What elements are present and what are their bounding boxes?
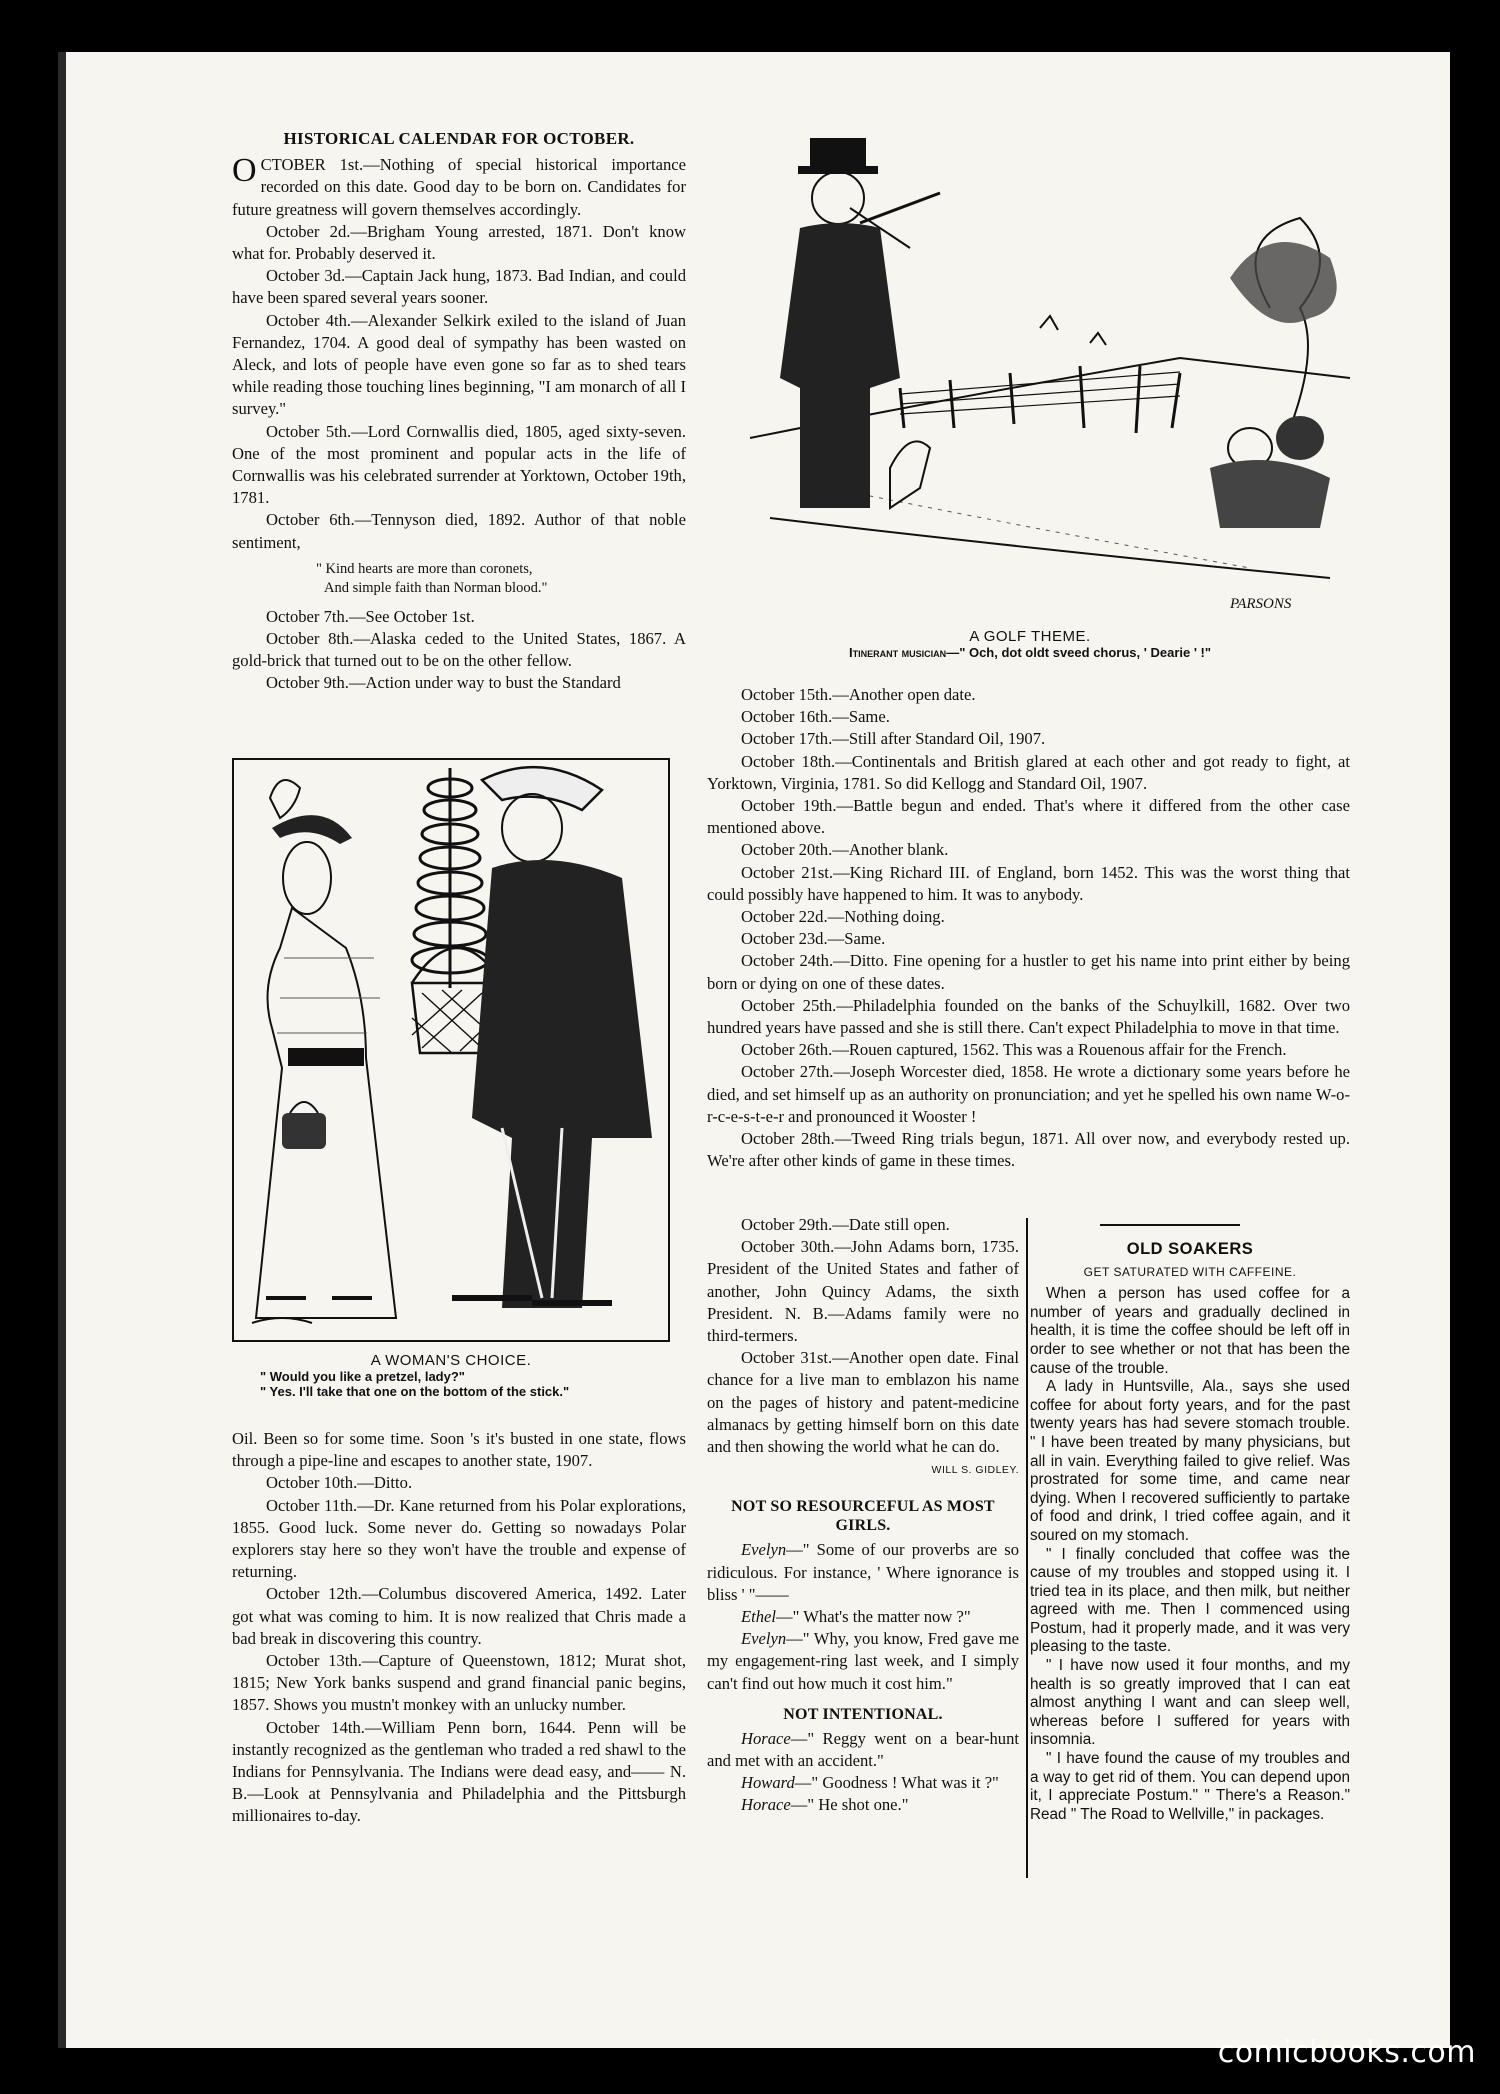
calendar-entry: October 26th.—Rouen captured, 1562. This was a Rouenous affair for the French. <box>741 1040 1287 1060</box>
site-watermark: comicbooks.com <box>1217 2035 1476 2070</box>
dialog-line <box>707 1539 1019 1606</box>
calendar-entries-b <box>232 606 686 695</box>
calendar-column-right-narrow <box>707 1214 1019 1817</box>
dialog-text: —" Reggy went on a bear-hunt and met with an accident." <box>707 1728 1019 1771</box>
speaker-name: Howard <box>741 1773 795 1793</box>
calendar-entry: October 3d.—Captain Jack hung, 1873. Bad Indian, and could have been spared several years sooner. <box>232 266 686 308</box>
speaker-name: Horace <box>741 1795 791 1815</box>
calendar-entry: October 9th.—Action under way to bust the Standard <box>266 673 621 693</box>
calendar-entries-narrow <box>707 1214 1019 1458</box>
joke2-heading: NOT INTENTIONAL. <box>783 1705 943 1723</box>
calendar-entry: October 11th.—Dr. Kane returned from his Polar explorations, 1855. Good luck. Some never do. Getting so nowadays Polar explorers stay here so they won't have the trouble and expense of returning. <box>232 1495 686 1582</box>
advert-top-rule <box>1100 1224 1240 1226</box>
dialog-line <box>707 1794 1019 1816</box>
calendar-entries-right <box>707 684 1350 1172</box>
calendar-entry: October 31st.—Another open date. Final chance for a live man to emblazon his name on the pages of history and patent-medicine almanacs by getting himself born on this date and then showing the world what he can do. <box>707 1348 1019 1457</box>
speaker-name: Evelyn <box>741 1540 787 1560</box>
womans-choice-line-1: " Would you like a pretzel, lady?" <box>260 1369 465 1384</box>
page-spine <box>58 52 66 2048</box>
calendar-column-right <box>707 684 1350 1172</box>
advert-body <box>1030 1285 1350 1824</box>
calendar-entry: October 30th.—John Adams born, 1735. President of the United States and father of another, John Quincy Adams, the sixth President. N. B.—Adams family were no third-termers. <box>707 1237 1019 1346</box>
tennyson-verse: " Kind hearts are more than coronets, And simple faith than Norman blood." <box>316 560 548 596</box>
calendar-entries-c <box>232 1472 686 1827</box>
calendar-entry: October 10th.—Ditto. <box>266 1473 413 1493</box>
dialog-line <box>707 1606 1019 1628</box>
calendar-heading: HISTORICAL CALENDAR FOR OCTOBER. <box>283 129 635 148</box>
womans-choice-caption <box>232 1352 670 1399</box>
dialog-line <box>707 1628 1019 1695</box>
calendar-entry: October 17th.—Still after Standard Oil, 1907. <box>741 729 1046 749</box>
calendar-entry: October 21st.—King Richard III. of England, born 1452. This was the worst thing that could possibly have happened to him. It was to anybody. <box>707 862 1350 904</box>
golf-theme-title: A GOLF THEME. <box>969 628 1091 645</box>
golf-line: —" Och, dot oldt sveed chorus, ' Dearie ' !" <box>946 645 1212 660</box>
calendar-entry: October 13th.—Capture of Queenstown, 1812; Murat shot, 1815; New York banks suspend and grand financial panic begins, 1857. Shows you mustn't monkey with an unlucky number. <box>232 1651 686 1715</box>
dialog-text: —" Why, you know, Fred gave me my engagement-ring last week, and I simply can't find out how much it cost him." <box>707 1629 1019 1693</box>
calendar-column-left-bottom <box>232 1428 686 1828</box>
speaker-name: Ethel <box>741 1607 777 1627</box>
calendar-entry: October 24th.—Ditto. Fine opening for a hustler to get his name into print either by being born or dying on one of these dates. <box>707 951 1350 993</box>
advert-paragraph: " I finally concluded that coffee was the cause of my troubles and stopped using it. I tried tea in its place, and then milk, but neither agreed with me. Then I commenced using Postum, had it properly made, and it was very pleasing to the taste. <box>1030 1545 1350 1656</box>
advert-paragraph: " I have now used it four months, and my health is so greatly improved that I can eat almost anything I want and can sleep well, whereas before I suffered for years with insomnia. <box>1030 1657 1350 1749</box>
dialog-text: —" Goodness ! What was it ?" <box>794 1773 999 1793</box>
calendar-entry: October 27th.—Joseph Worcester died, 1858. He wrote a dictionary some years before he died, and set himself up as an authority on pronunciation; and yet he spelled his own name W-o-r-c-e-s-t-e-r and pronounced it Wooster ! <box>707 1062 1350 1126</box>
advert-subtitle: GET SATURATED WITH CAFFEINE. <box>1083 1264 1297 1279</box>
calendar-entry: October 7th.—See October 1st. <box>266 606 475 626</box>
joke2-dialog <box>707 1728 1019 1817</box>
calendar-entry-9-continued: Oil. Been so for some time. Soon 's it's busted in one state, flows through a pipe-line and escapes to another state, 1907. <box>232 1429 686 1471</box>
calendar-entry: October 23d.—Same. <box>741 929 886 949</box>
calendar-entry: October 28th.—Tweed Ring trials begun, 1871. All over now, and everybody rested up. We're after other kinds of game in these times. <box>707 1129 1350 1171</box>
calendar-entry: October 16th.—Same. <box>741 707 890 727</box>
advert-paragraph: When a person has used coffee for a number of years and gradually declined in health, it is time the coffee should be left off in order to see whether or not that has been the cause of the trouble. <box>1030 1285 1350 1377</box>
womans-choice-cartoon <box>232 758 670 1342</box>
drop-cap: O <box>232 152 257 190</box>
calendar-entry: October 22d.—Nothing doing. <box>741 907 945 927</box>
advert-paragraph: " I have found the cause of my troubles and a way to get rid of them. You can depend upon it, I appreciate Postum." " There's a Reason." Read " The Road to Wellville," in packages. <box>1030 1750 1350 1823</box>
calendar-entry: October 18th.—Continentals and British glared at each other and got ready to fight, at Yorktown, Virginia, 1781. So did Kellogg and Standard Oil, 1907. <box>707 751 1350 793</box>
joke1-heading: NOT SO RESOURCEFUL AS MOST GIRLS. <box>731 1498 995 1535</box>
dialog-text: —" Some of our proverbs are so ridiculous. For instance, ' Where ignorance is bliss ' "—— <box>707 1540 1019 1604</box>
calendar-entry: October 12th.—Columbus discovered America, 1492. Later got what was coming to him. It is now realized that Chris made a bad break in discovering this country. <box>232 1584 686 1648</box>
womans-choice-title: A WOMAN'S CHOICE. <box>370 1352 532 1369</box>
advert-paragraph: A lady in Huntsville, Ala., says she used coffee for about forty years, and for the past twenty years has had severe stomach trouble. " I have been treated by many physicians, but all in vain. Everything failed to give relief. Was prostrated for some time, and came near dying. When I recovered sufficiently to partake of food and drink, I tried coffee again, and it soured on my stomach. <box>1030 1378 1350 1544</box>
postum-advert <box>1030 1230 1350 1824</box>
calendar-signature: WILL S. GIDLEY. <box>931 1464 1019 1477</box>
dialog-line <box>707 1728 1019 1772</box>
calendar-entry: October 5th.—Lord Cornwallis died, 1805, aged sixty-seven. One of the most prominent and popular acts in the life of Cornwallis was his celebrated surrender at Yorktown, October 19th, 1781. <box>232 421 686 508</box>
golf-theme-caption <box>710 628 1350 660</box>
speaker-name: Horace <box>741 1728 791 1748</box>
speaker-name: Evelyn <box>741 1629 787 1649</box>
calendar-entry: October 29th.—Date still open. <box>741 1215 950 1234</box>
calendar-entry: October 6th.—Tennyson died, 1892. Author of that noble sentiment, <box>232 510 686 552</box>
calendar-entry: October 8th.—Alaska ceded to the United States, 1867. A gold-brick that turned out to be on the other fellow. <box>232 629 686 671</box>
calendar-entry: October 15th.—Another open date. <box>741 685 976 704</box>
dialog-text: —" He shot one." <box>790 1795 909 1815</box>
golf-speaker: Itinerant musician <box>848 645 947 660</box>
calendar-entry: October 25th.—Philadelphia founded on the banks of the Schuylkill, 1682. Over two hundred years have passed and she is still there. Can't expect Philadelphia to move in that time. <box>707 995 1350 1038</box>
calendar-entry-first: OCTOBER 1st.—Nothing of special historical importance recorded on this date. Good day to be born on. Candidates for future greatness will govern themselves accordingly. <box>232 152 686 219</box>
dialog-line <box>707 1772 1019 1794</box>
dialog-text: —" What's the matter now ?" <box>776 1607 971 1627</box>
calendar-entry: October 4th.—Alexander Selkirk exiled to the island of Juan Fernandez, 1704. A good deal of sympathy has been wasted on Aleck, and lots of people have even gone so far as to shed tears while reading those touching lines beginning, "I am monarch of all I survey." <box>232 310 686 419</box>
column-divider <box>1026 1218 1028 1878</box>
golf-artist-signature: PARSONS <box>1230 596 1292 612</box>
womans-choice-line-2: " Yes. I'll take that one on the bottom of the stick." <box>260 1384 570 1399</box>
calendar-column-left-top <box>232 128 686 695</box>
golf-theme-dialog <box>710 645 1350 660</box>
calendar-entry: October 14th.—William Penn born, 1644. Penn will be instantly recognized as the gentleman who traded a red shawl to the Indians for Pennsylvania. The Indians were dead easy, and—— N. B.—Look at Pennsylvania and Philadelphia and the Pittsburgh millionaires to-day. <box>232 1717 686 1826</box>
joke1-dialog <box>707 1539 1019 1694</box>
advert-title: OLD SOAKERS <box>1126 1240 1254 1258</box>
calendar-entry: October 20th.—Another blank. <box>741 840 949 860</box>
golf-theme-cartoon <box>710 128 1350 618</box>
calendar-entry: October 19th.—Battle begun and ended. That's where it differed from the other case mentioned above. <box>707 796 1350 838</box>
calendar-entry: October 2d.—Brigham Young arrested, 1871. Don't know what for. Probably deserved it. <box>232 221 686 264</box>
calendar-entries-a <box>232 221 686 554</box>
